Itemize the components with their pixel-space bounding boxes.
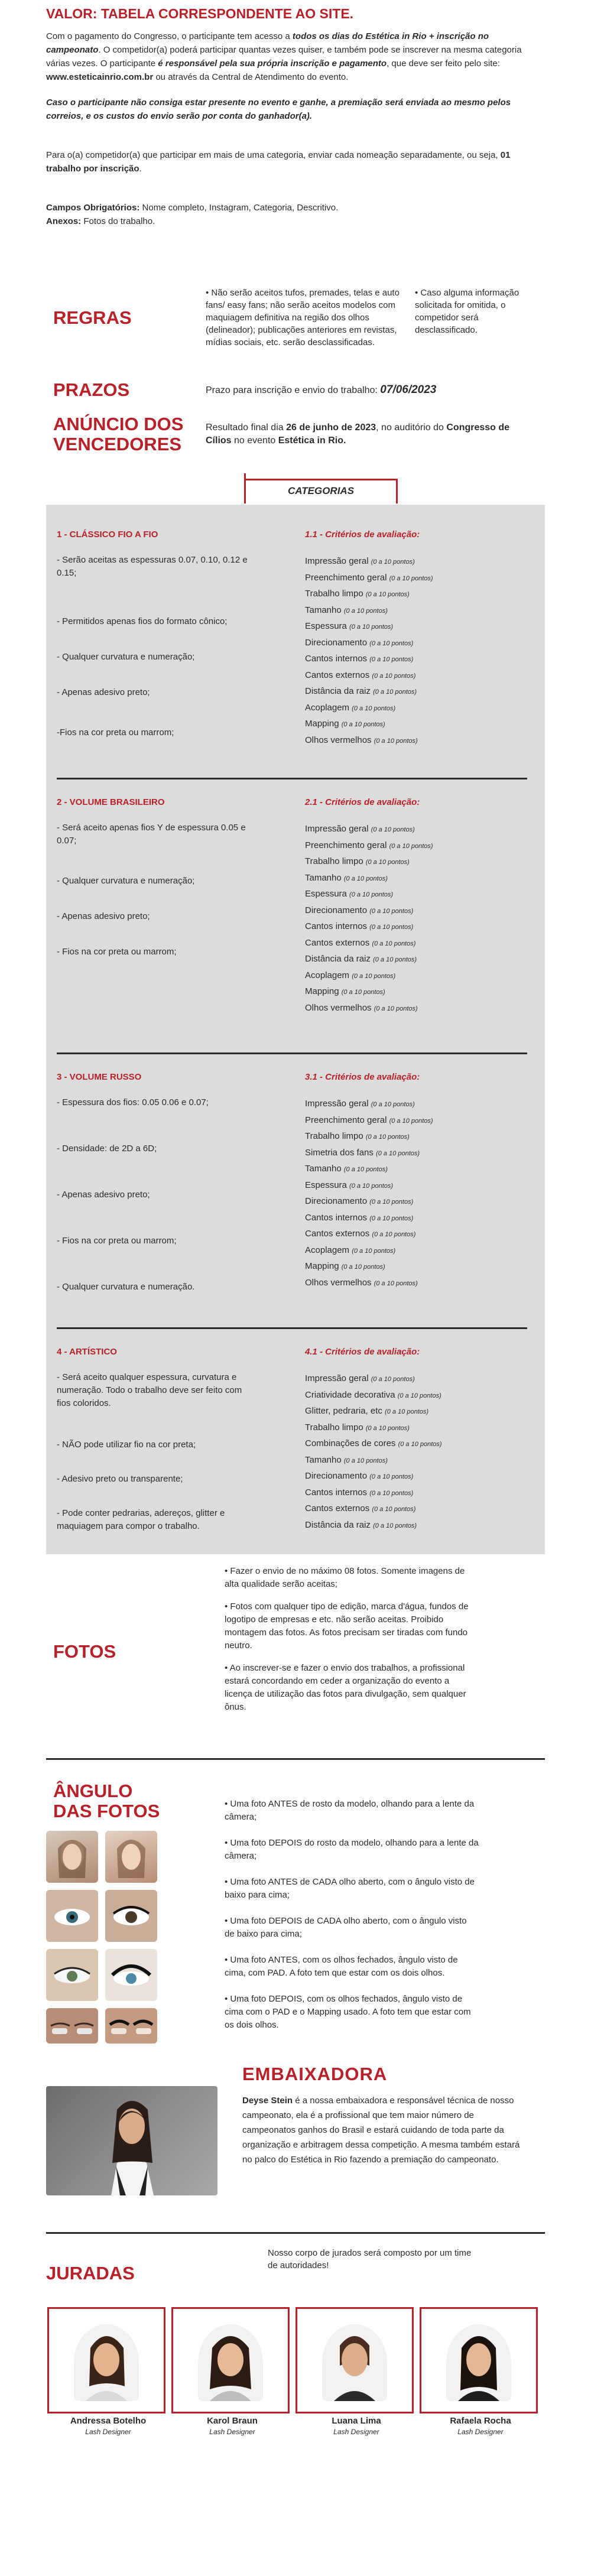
- criterion-item: [305, 1178, 527, 1194]
- angulo-list: [225, 1798, 479, 2032]
- regras-body: [206, 287, 545, 349]
- intro-text: Com o pagamento do Congresso, o participante tem acesso a: [46, 31, 293, 41]
- category-requirement: - Qualquer curvatura e numeração.: [57, 1282, 195, 1292]
- criterion-item: [305, 1501, 527, 1518]
- regras-section: [46, 263, 545, 372]
- criterion-points: (0 a 10 pontos): [374, 1279, 418, 1287]
- criterion-item: [305, 1145, 527, 1162]
- criterion-points: (0 a 10 pontos): [374, 737, 418, 745]
- fotos-section: [46, 1565, 545, 1760]
- model-face-after-photo: [105, 1831, 157, 1883]
- categorias-panel: [46, 505, 545, 1554]
- criterion-item: [305, 821, 527, 838]
- criterion-name: Impressão geral: [305, 824, 369, 834]
- criterion-name: Preenchimento geral: [305, 840, 387, 850]
- intro-paragraph-1: [46, 30, 545, 84]
- criterion-points: (0 a 10 pontos): [352, 704, 396, 712]
- site-link[interactable]: www.esteticainrio.com.br: [46, 72, 154, 82]
- embaixadora-label: EMBAIXADORA: [242, 2064, 388, 2084]
- criterion-item: [305, 603, 527, 619]
- criterion-points: (0 a 10 pontos): [397, 1392, 441, 1399]
- intro-text: .: [139, 164, 142, 174]
- criterion-name: Trabalho limpo: [305, 1131, 363, 1141]
- criterion-name: Impressão geral: [305, 1373, 369, 1383]
- criterion-points: (0 a 10 pontos): [371, 1376, 415, 1383]
- fotos-item: • Fazer o envio de no máximo 08 fotos. Somente imagens de alta qualidade serão aceitas;: [225, 1566, 465, 1589]
- category-title: 3 - VOLUME RUSSO: [57, 1072, 142, 1082]
- criterion-item: [305, 951, 527, 968]
- criterion-points: (0 a 10 pontos): [369, 1473, 414, 1480]
- eye-open-after-photo: [105, 1890, 157, 1942]
- anuncio-body: [206, 421, 513, 447]
- criterion-item: [305, 886, 527, 903]
- criterion-item: [305, 554, 527, 570]
- criterion-name: Cantos internos: [305, 1487, 368, 1497]
- angulo-label: ÂNGULO DAS FOTOS: [53, 1781, 160, 1821]
- criterion-points: (0 a 10 pontos): [369, 907, 414, 915]
- intro-text: , que deve ser feito pelo site:: [387, 59, 500, 69]
- page-title: VALOR: TABELA CORRESPONDENTE AO SITE.: [46, 6, 354, 21]
- angulo-item: • Uma foto ANTES, com os olhos fechados, ângulo visto de cima, com PAD. A foto tem que estar com os dois olhos.: [225, 1955, 458, 1978]
- angulo-item: • Uma foto DEPOIS de CADA olho aberto, com o ângulo visto de baixo para cima;: [225, 1916, 467, 1939]
- intro-paragraph-3: [46, 148, 545, 176]
- prazos-section: [46, 372, 545, 408]
- category-requirements: [57, 1072, 305, 1333]
- anuncio-text: Resultado final dia: [206, 423, 287, 433]
- judge-photo: [446, 2324, 511, 2401]
- criterion-name: Distância da raiz: [305, 1519, 371, 1530]
- category-requirement: - Será aceito apenas fios Y de espessura 0.05 e 0.07;: [57, 823, 246, 846]
- anuncio-text: , no auditório do: [376, 423, 447, 433]
- intro-section: [46, 30, 545, 263]
- category-requirement: - Pode conter pedrarias, adereços, glitter e maquiagem para compor o trabalho.: [57, 1508, 225, 1531]
- eyes-closed-before-photo: [46, 2008, 98, 2044]
- criterion-item: [305, 619, 527, 635]
- ambassador-name: Deyse Stein: [242, 2096, 293, 2106]
- judge-name: Rafaela Rocha: [450, 2416, 511, 2426]
- categorias-tab: CATEGORIAS: [244, 479, 398, 503]
- criterion-points: (0 a 10 pontos): [341, 989, 385, 996]
- criterion-points: (0 a 10 pontos): [372, 672, 416, 680]
- criterion-name: Trabalho limpo: [305, 856, 363, 866]
- criterion-points: (0 a 10 pontos): [365, 1424, 410, 1432]
- criterion-item: [305, 1210, 527, 1227]
- category-separator: [57, 778, 527, 779]
- criterion-name: Mapping: [305, 719, 339, 729]
- criterion-points: (0 a 10 pontos): [343, 1457, 388, 1464]
- criterion-points: (0 a 10 pontos): [352, 972, 396, 980]
- judge-name: Luana Lima: [332, 2416, 381, 2426]
- anuncio-event: Estética in Rio.: [278, 436, 346, 446]
- category-separator: [57, 1327, 527, 1329]
- criterion-item: [305, 1194, 527, 1210]
- regras-col-1: • Não serão aceitos tufos, premades, telas e auto fans/ easy fans; não serão aceitos modelos com maquiagem definitiva na região dos olhos (delineador); publicações anteriores em revistas, mídias sociais, etc. serão desclassificadas.: [206, 288, 400, 347]
- criterion-item: [305, 919, 527, 935]
- intro-text: ou através da Central de Atendimento do evento.: [153, 72, 349, 82]
- embaixadora-text: [242, 2093, 526, 2167]
- category-requirement: - Qualquer curvatura e numeração;: [57, 876, 195, 886]
- fotos-item: • Fotos com qualquer tipo de edição, marca d'água, fundos de logotipo de empresas e etc. não serão aceitas. Proibido montagem das fotos. As fotos precisam ser tiradas com fundo neutro.: [225, 1602, 469, 1651]
- regras-label: REGRAS: [53, 307, 132, 328]
- criterion-name: Combinações de cores: [305, 1438, 396, 1448]
- criterion-points: (0 a 10 pontos): [374, 1005, 418, 1012]
- criterion-item: [305, 968, 527, 985]
- categorias-tab-wrap: [46, 472, 545, 505]
- criterion-points: (0 a 10 pontos): [369, 924, 414, 931]
- criterion-points: (0 a 10 pontos): [376, 1149, 420, 1157]
- category-requirement: - NÃO pode utilizar fio na cor preta;: [57, 1440, 196, 1450]
- eye-open-alt-after-photo: [105, 1949, 157, 2001]
- required-fields-label: Campos Obrigatórios:: [46, 203, 140, 213]
- criterion-name: Acoplagem: [305, 970, 350, 980]
- attachments: [46, 215, 545, 228]
- criterion-item: [305, 668, 527, 684]
- criterion-points: (0 a 10 pontos): [341, 721, 385, 728]
- embaixadora-separator: [46, 2232, 545, 2234]
- angulo-item: • Uma foto DEPOIS, com os olhos fechados, ângulo visto de cima com o PAD e o Mapping usado. A foto tem que estar com os dois olhos.: [225, 1994, 471, 2030]
- category-title: 4 - ARTÍSTICO: [57, 1347, 117, 1357]
- criterion-item: [305, 1404, 527, 1420]
- eye-open-alt-before-photo: [46, 1949, 98, 2001]
- criterion-item: [305, 854, 527, 870]
- criterion-item: [305, 700, 527, 717]
- judge-role: Lash Designer: [209, 2428, 255, 2436]
- criterion-item: [305, 1243, 527, 1259]
- criterion-name: Simetria dos fans: [305, 1147, 374, 1158]
- judge-name: Karol Braun: [207, 2416, 258, 2426]
- fotos-label: FOTOS: [53, 1641, 116, 1662]
- criterion-name: Cantos externos: [305, 1229, 370, 1239]
- criterion-points: (0 a 10 pontos): [371, 1101, 415, 1108]
- category-requirements: [57, 530, 305, 783]
- criterion-name: Olhos vermelhos: [305, 735, 372, 745]
- category-requirements: [57, 797, 305, 1058]
- criterion-name: Impressão geral: [305, 1099, 369, 1109]
- criterion-points: (0 a 10 pontos): [352, 1247, 396, 1255]
- criterion-name: Preenchimento geral: [305, 1115, 387, 1125]
- criterion-item: [305, 1371, 527, 1388]
- criterion-item: [305, 1469, 527, 1485]
- criterion-name: Cantos internos: [305, 654, 368, 664]
- judge-card: [296, 2307, 414, 2413]
- criterion-points: (0 a 10 pontos): [369, 639, 414, 647]
- category-requirement: - Espessura dos fios: 0.05 0.06 e 0.07;: [57, 1097, 209, 1107]
- criterion-points: (0 a 10 pontos): [343, 607, 388, 615]
- criterion-name: Cantos externos: [305, 1503, 370, 1513]
- anuncio-label: ANÚNCIO DOS VENCEDORES: [53, 414, 184, 454]
- judge-name: Andressa Botelho: [70, 2416, 147, 2426]
- judge-photo: [74, 2324, 139, 2401]
- category-requirement: - Será aceito qualquer espessura, curvatura e numeração. Todo o trabalho deve ser feito com fios coloridos.: [57, 1372, 242, 1408]
- judge-card: [171, 2307, 290, 2413]
- anuncio-date: 26 de junho de 2023: [286, 423, 376, 433]
- category-requirement: - Apenas adesivo preto;: [57, 911, 150, 921]
- criterion-item: [305, 1161, 527, 1178]
- criterion-name: Direcionamento: [305, 1196, 368, 1206]
- fotos-item: • Ao inscrever-se e fazer o envio dos trabalhos, a profissional estará concordando em ceder a organização do evento a licença de utilização das fotos para divulgação, sem qualquer ônus.: [225, 1663, 466, 1712]
- criterion-name: Acoplagem: [305, 702, 350, 713]
- fotos-list: [225, 1565, 479, 1714]
- attachments-value: Fotos do trabalho.: [81, 216, 155, 226]
- criterion-name: Mapping: [305, 1261, 339, 1271]
- criterion-name: Olhos vermelhos: [305, 1277, 372, 1288]
- criterion-item: [305, 651, 527, 668]
- criterion-points: (0 a 10 pontos): [389, 1117, 433, 1125]
- angulo-item: • Uma foto ANTES de CADA olho aberto, com o ângulo visto de baixo para cima;: [225, 1877, 475, 1900]
- criterion-points: (0 a 10 pontos): [371, 558, 415, 566]
- criterion-points: (0 a 10 pontos): [349, 623, 394, 631]
- category-requirements: [57, 1347, 305, 1554]
- criterion-name: Espessura: [305, 1180, 347, 1190]
- judges-row: [46, 2307, 545, 2443]
- category-separator: [57, 1053, 527, 1054]
- eye-open-before-photo: [46, 1890, 98, 1942]
- embaixadora-section: [46, 2064, 545, 2235]
- criterion-name: Direcionamento: [305, 905, 368, 915]
- criterion-name: Impressão geral: [305, 556, 369, 566]
- required-fields: [46, 201, 545, 215]
- eyes-closed-after-photo: [105, 2008, 157, 2044]
- criteria-title: 4.1 - Critérios de avaliação:: [305, 1347, 420, 1357]
- criterion-points: (0 a 10 pontos): [369, 1214, 414, 1222]
- criterion-item: [305, 984, 527, 1000]
- model-face-before-photo: [46, 1831, 98, 1883]
- category-requirement: -Fios na cor preta ou marrom;: [57, 727, 174, 738]
- intro-emphasis: todos os dias do Estética in Rio + inscrição no campeonato: [46, 31, 489, 55]
- intro-emphasis: 01 trabalho por inscrição: [46, 150, 511, 174]
- criterion-name: Preenchimento geral: [305, 572, 387, 583]
- prazos-body: [206, 384, 545, 397]
- criterion-item: [305, 1453, 527, 1469]
- category-requirement: - Fios na cor preta ou marrom;: [57, 1236, 177, 1246]
- category-requirement: - Apenas adesivo preto;: [57, 1190, 150, 1200]
- category-block: [46, 783, 545, 1058]
- criterion-name: Distância da raiz: [305, 686, 371, 696]
- criterion-item: [305, 1129, 527, 1145]
- anuncio-text: no evento: [231, 436, 278, 446]
- criterion-name: Mapping: [305, 986, 339, 996]
- criterion-item: [305, 1113, 527, 1129]
- criterion-points: (0 a 10 pontos): [341, 1263, 385, 1271]
- criterion-name: Cantos internos: [305, 1212, 368, 1223]
- category-block: [46, 508, 545, 783]
- criterion-points: (0 a 10 pontos): [349, 1182, 394, 1190]
- attachments-label: Anexos:: [46, 216, 82, 226]
- criterion-points: (0 a 10 pontos): [398, 1441, 442, 1448]
- criterion-item: [305, 935, 527, 952]
- criteria-title: 3.1 - Critérios de avaliação:: [305, 1072, 420, 1082]
- criterion-points: (0 a 10 pontos): [365, 591, 410, 598]
- criterion-name: Espessura: [305, 621, 347, 631]
- criterion-name: Direcionamento: [305, 637, 368, 648]
- criterion-name: Espessura: [305, 889, 347, 899]
- judge-role: Lash Designer: [457, 2428, 504, 2436]
- category-requirement: - Permitidos apenas fios do formato cônico;: [57, 616, 228, 626]
- intro-paragraph-2: Caso o participante não consiga estar presente no evento e ganhe, a premiação será enviada ao mesmo pelos correios, e os custos do envio serão por conta do ganhador(a).: [46, 98, 511, 121]
- criterion-item: [305, 570, 527, 587]
- criterion-name: Tamanho: [305, 605, 342, 615]
- category-requirement: - Qualquer curvatura e numeração;: [57, 652, 195, 662]
- intro-emphasis: é responsável pela sua própria inscrição e pagamento: [158, 59, 387, 69]
- anuncio-congress: Congresso de Cílios: [206, 423, 510, 446]
- prazos-label: PRAZOS: [53, 379, 130, 400]
- judge-photo: [322, 2324, 387, 2401]
- judge-role: Lash Designer: [333, 2428, 379, 2436]
- angulo-item: • Uma foto DEPOIS do rosto da modelo, olhando para a lente da câmera;: [225, 1838, 479, 1861]
- criterion-item: [305, 1275, 527, 1292]
- juradas-label: JURADAS: [46, 2263, 135, 2283]
- criterion-points: (0 a 10 pontos): [372, 1506, 416, 1513]
- criterion-item: [305, 1000, 527, 1017]
- criterion-name: Olhos vermelhos: [305, 1002, 372, 1013]
- criterion-name: Distância da raiz: [305, 954, 371, 964]
- criteria-title: 2.1 - Critérios de avaliação:: [305, 797, 420, 807]
- prazos-text: Prazo para inscrição e envio do trabalho:: [206, 385, 381, 395]
- required-fields-value: Nome completo, Instagram, Categoria, Descritivo.: [139, 203, 339, 213]
- criterion-item: [305, 1226, 527, 1243]
- prazos-date: 07/06/2023: [380, 384, 437, 396]
- category-requirement: - Apenas adesivo preto;: [57, 687, 150, 697]
- criterion-item: [305, 684, 527, 700]
- ambassador-photo: [46, 2086, 217, 2195]
- criterion-points: (0 a 10 pontos): [369, 1198, 414, 1206]
- criterion-name: Glitter, pedraria, etc: [305, 1406, 382, 1416]
- criterion-points: (0 a 10 pontos): [369, 1489, 414, 1497]
- category-requirement: - Densidade: de 2D a 6D;: [57, 1144, 157, 1154]
- juradas-section: [46, 2235, 545, 2530]
- criterion-name: Tamanho: [305, 872, 342, 883]
- criterion-name: Tamanho: [305, 1164, 342, 1174]
- criterion-item: [305, 1518, 527, 1534]
- criterion-points: (0 a 10 pontos): [372, 1231, 416, 1238]
- criterion-name: Acoplagem: [305, 1245, 350, 1255]
- category-title: 2 - VOLUME BRASILEIRO: [57, 797, 165, 807]
- category-criteria: [305, 1072, 527, 1333]
- criterion-points: (0 a 10 pontos): [373, 1522, 417, 1529]
- ambassador-description: é a nossa embaixadora e responsável técnica de nosso campeonato, ela é a profissional que tem maior número de campeonatos ganhos do Brasil e estará cuidando de toda parte da organização e arbitragem dessa competição. A mesma também estará no palco do Estética in Rio fazendo a premiação do campeonato.: [242, 2096, 520, 2165]
- criterion-name: Cantos internos: [305, 921, 368, 931]
- category-requirement: - Adesivo preto ou transparente;: [57, 1474, 183, 1484]
- criterion-points: (0 a 10 pontos): [373, 688, 417, 696]
- criterion-points: (0 a 10 pontos): [389, 574, 433, 582]
- criterion-item: [305, 903, 527, 920]
- criterion-item: [305, 1259, 527, 1275]
- criterion-points: (0 a 10 pontos): [343, 1166, 388, 1173]
- juradas-intro: Nosso corpo de jurados será composto por um time de autoridades!: [268, 2248, 472, 2270]
- category-criteria: [305, 530, 527, 783]
- criterion-item: [305, 586, 527, 603]
- criterion-item: [305, 716, 527, 733]
- criterion-points: (0 a 10 pontos): [369, 656, 414, 663]
- judge-photo: [198, 2324, 263, 2401]
- criterion-item: [305, 1388, 527, 1404]
- criterion-points: (0 a 10 pontos): [385, 1408, 429, 1415]
- criterion-points: (0 a 10 pontos): [365, 859, 410, 866]
- criterion-name: Cantos externos: [305, 937, 370, 948]
- category-requirement: - Serão aceitas as espessuras 0.07, 0.10, 0.12 e 0.15;: [57, 555, 248, 578]
- criterion-name: Tamanho: [305, 1454, 342, 1465]
- criterion-item: [305, 635, 527, 652]
- criterion-name: Criatividade decorativa: [305, 1389, 395, 1400]
- criteria-title: 1.1 - Critérios de avaliação:: [305, 530, 420, 540]
- criterion-points: (0 a 10 pontos): [372, 940, 416, 947]
- criterion-item: [305, 1096, 527, 1113]
- criterion-item: [305, 838, 527, 855]
- criterion-name: Trabalho limpo: [305, 1422, 363, 1432]
- criterion-name: Cantos externos: [305, 670, 370, 680]
- criterion-points: (0 a 10 pontos): [365, 1133, 410, 1141]
- criterion-item: [305, 1485, 527, 1502]
- criterion-item: [305, 1436, 527, 1453]
- criterion-name: Trabalho limpo: [305, 589, 363, 599]
- intro-text: Para o(a) competidor(a) que participar em mais de uma categoria, enviar cada nomeação separadamente, ou seja,: [46, 150, 501, 160]
- regras-col-2: • Caso alguma informação solicitada for omitida, o competidor será desclassificado.: [415, 288, 519, 335]
- judge-card: [47, 2307, 165, 2413]
- category-block: [46, 1058, 545, 1333]
- criterion-item: [305, 1420, 527, 1437]
- category-title: 1 - CLÁSSICO FIO A FIO: [57, 530, 158, 540]
- criterion-points: (0 a 10 pontos): [389, 842, 433, 850]
- criterion-points: (0 a 10 pontos): [371, 826, 415, 833]
- criterion-item: [305, 870, 527, 887]
- judge-role: Lash Designer: [85, 2428, 131, 2436]
- intro-text: . O competidor(a) poderá participar quantas vezes quiser, e também pode se inscrever na mesma categoria várias vezes. O participante: [46, 45, 522, 69]
- criterion-item: [305, 733, 527, 749]
- criterion-name: Direcionamento: [305, 1471, 368, 1481]
- category-block: [46, 1333, 545, 1554]
- criterion-points: (0 a 10 pontos): [343, 875, 388, 882]
- criterion-points: (0 a 10 pontos): [373, 956, 417, 963]
- judge-card: [420, 2307, 538, 2413]
- category-criteria: [305, 1347, 527, 1554]
- angulo-item: • Uma foto ANTES de rosto da modelo, olhando para a lente da câmera;: [225, 1799, 475, 1822]
- angulo-section: [46, 1760, 545, 2061]
- criterion-points: (0 a 10 pontos): [349, 891, 394, 898]
- category-criteria: [305, 797, 527, 1058]
- anuncio-section: [46, 408, 545, 461]
- category-requirement: - Fios na cor preta ou marrom;: [57, 947, 177, 957]
